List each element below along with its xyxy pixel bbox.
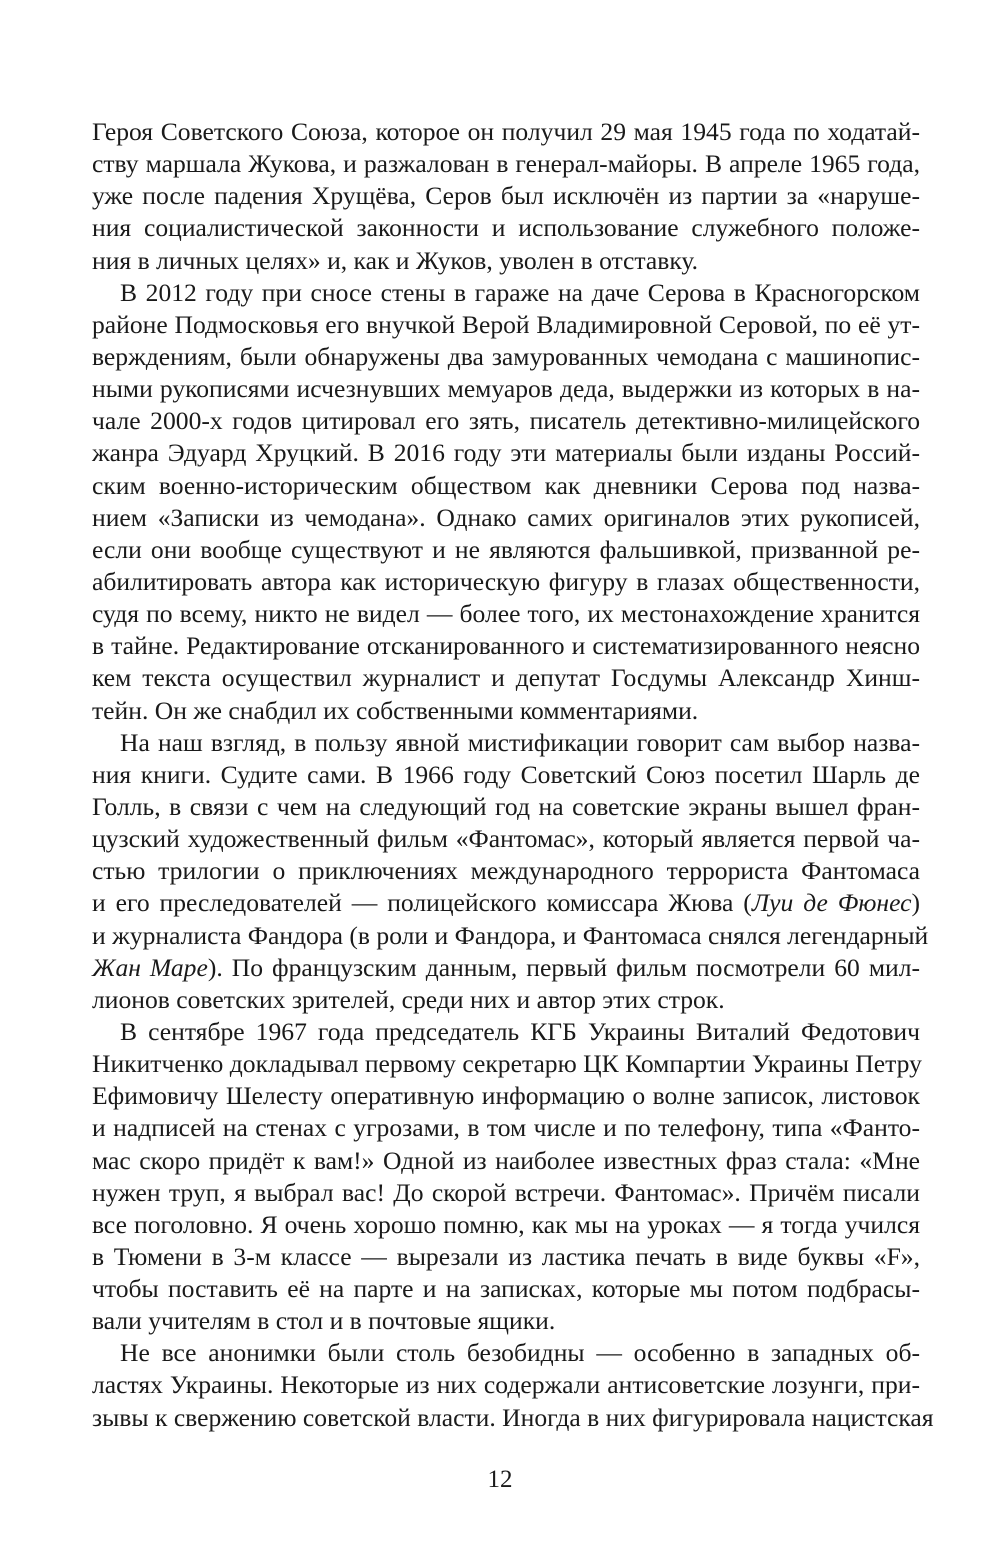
text-line: мас скоро придёт к вам!» Одной из наиболее известных фраз стала: «Мне xyxy=(92,1145,920,1175)
text-line: На наш взгляд, в пользу явной мистификации говорит сам выбор назва- xyxy=(120,727,920,757)
text-line: ния социалистической законности и использование служебного положе- xyxy=(92,213,920,243)
text-line xyxy=(92,952,920,984)
text-line: тейн. Он же снабдил их собственными комментариями. xyxy=(92,695,699,725)
text-line: Ефимовичу Шелесту оперативную информацию о волне записок, листовок xyxy=(92,1081,920,1111)
text-line: ными рукописями исчезнувших мемуаров деда, выдержки из которых в на- xyxy=(92,374,920,404)
paragraph xyxy=(92,727,929,1016)
text-segment: и его преследователей — полицейского комиссара Жюва ( xyxy=(92,888,752,918)
text-line: цузский художественный фильм «Фантомас», который является первой ча- xyxy=(92,824,920,854)
text-line: районе Подмосковья его внучкой Верой Владимировной Серовой, по её ут- xyxy=(92,309,920,339)
text-line: вали учителям в стол и в почтовые ящики. xyxy=(92,1306,556,1336)
paragraph xyxy=(92,277,920,727)
text-line: если они вообще существуют и не являются фальшивкой, призванной ре- xyxy=(92,534,920,564)
page-number: 12 xyxy=(487,1466,513,1493)
text-line: верждениям, были обнаружены два замурованных чемодана с машинопис- xyxy=(92,341,920,371)
text-line: все поголовно. Я очень хорошо помню, как мы на уроках — я тогда учился xyxy=(92,1209,920,1239)
text-line: ству маршала Жукова, и разжалован в генерал-майоры. В апреле 1965 года, xyxy=(92,149,920,179)
text-line: ластях Украины. Некоторые из них содержали антисоветские лозунги, при- xyxy=(92,1370,920,1400)
text-line: нужен труп, я выбрал вас! До скорой встречи. Фантомас». Причём писали xyxy=(92,1177,920,1207)
text-line: В сентябре 1967 года председатель КГБ Украины Виталий Федотович xyxy=(120,1016,920,1046)
text-line: Героя Советского Союза, которое он получил 29 мая 1945 года по ходатай- xyxy=(92,117,920,146)
italic-text: Жан Маре xyxy=(92,952,208,982)
text-line: Никитченко докладывал первому секретарю ЦК Компартии Украины Петру xyxy=(92,1049,922,1079)
text-line: судя по всему, никто не видел — более того, их местонахождение хранится xyxy=(92,599,920,629)
text-line: кем текста осуществил журналист и депутат Госдумы Александр Хинш- xyxy=(92,663,920,693)
text-line: чтобы поставить её на парте и на записках, которые мы потом подбрасы- xyxy=(92,1274,920,1304)
italic-text: Луи де Фюнес xyxy=(751,888,912,918)
text-line: Не все анонимки были столь безобидны — особенно в западных об- xyxy=(120,1338,920,1368)
text-line: чале 2000-х годов цитировал его зять, писатель детективно-милицейского xyxy=(92,406,920,436)
text-line: В 2012 году при сносе стены в гараже на даче Серова в Красногорском xyxy=(120,277,920,307)
text-line: абилитировать автора как историческую фигуру в глазах общественности, xyxy=(92,566,920,596)
paragraph xyxy=(92,1016,920,1337)
text-line: зывы к свержению советской власти. Иногда в них фигурировала нацистская xyxy=(92,1402,934,1432)
text-line: стью трилогии о приключениях международного террориста Фантомаса xyxy=(92,856,920,886)
text-segment: ). По французским данным, первый фильм посмотрели 60 мил- xyxy=(207,952,921,982)
text-segment: ) xyxy=(911,888,920,918)
text-line: ния книги. Судите сами. В 1966 году Советский Союз посетил Шарль де xyxy=(92,759,920,789)
paragraph xyxy=(92,1337,934,1433)
text-line: уже после падения Хрущёва, Серов был исключён из партии за «наруше- xyxy=(92,181,920,211)
paragraph xyxy=(92,116,920,277)
text-line: и надписей на стенах с угрозами, в том числе и по телефону, типа «Фанто- xyxy=(92,1113,920,1143)
text-line: нием «Записки из чемодана». Однако самих оригиналов этих рукописей, xyxy=(92,502,920,532)
text-line: в Тюмени в 3-м классе — вырезали из ластика печать в виде буквы «F», xyxy=(92,1241,920,1271)
text-line: в тайне. Редактирование отсканированного и систематизированного неясно xyxy=(92,631,920,661)
text-line: лионов советских зрителей, среди них и автор этих строк. xyxy=(92,984,725,1014)
text-line: и журналиста Фандора (в роли и Фандора, и Фантомаса снялся легендарный xyxy=(92,920,929,950)
text-line: ния в личных целях» и, как и Жуков, уволен в отставку. xyxy=(92,245,699,275)
text-line: Голль, в связи с чем на следующий год на советские экраны вышел фран- xyxy=(92,791,920,821)
body-text xyxy=(92,116,934,1434)
text-line xyxy=(92,887,920,919)
text-line: жанра Эдуард Хруцкий. В 2016 году эти материалы были изданы Россий- xyxy=(92,438,920,468)
text-line: ским военно-историческим обществом как дневники Серова под назва- xyxy=(92,470,920,500)
